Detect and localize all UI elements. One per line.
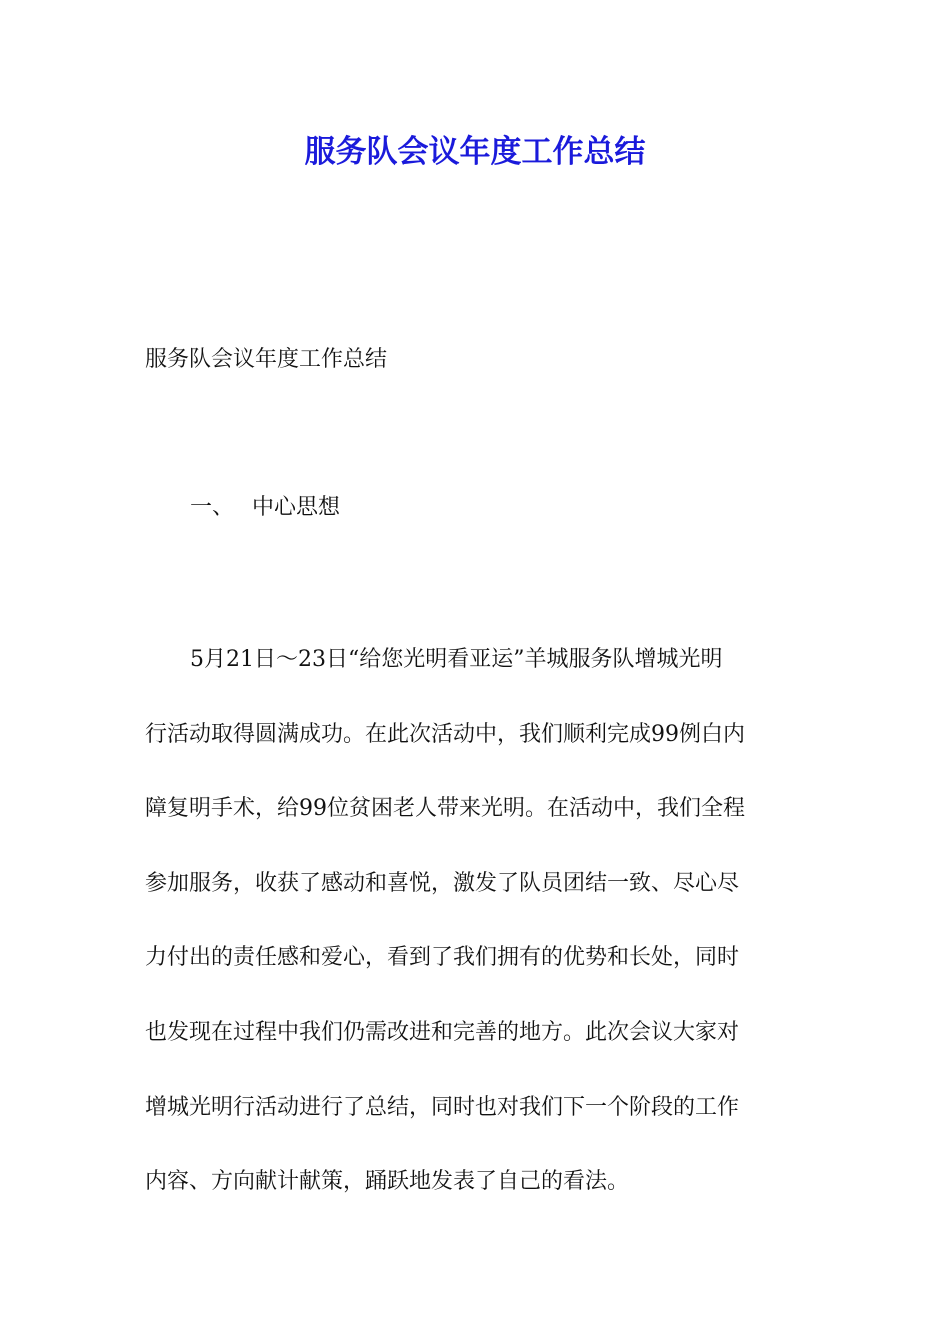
paragraph-line: 5月21日～23日“给您光明看亚运”羊城服务队增城光明	[190, 647, 723, 672]
paragraph-line: 行活动取得圆满成功。在此次活动中，我们顺利完成99例白内	[145, 721, 745, 747]
paragraph-line: 障复明手术，给99位贫困老人带来光明。在活动中，我们全程	[145, 796, 745, 822]
section-number: 一、	[190, 495, 235, 520]
paragraph-line: 增城光明行活动进行了总结，同时也对我们下一个阶段的工作	[145, 1094, 740, 1120]
paragraph-line: 参加服务，收获了感动和喜悦，激发了队员团结一致、尽心尽	[145, 870, 740, 896]
body-paragraph	[145, 640, 810, 1237]
section-heading	[190, 488, 340, 528]
paragraph-line: 力付出的责任感和爱心，看到了我们拥有的优势和长处，同时	[145, 945, 740, 971]
document-subtitle: 服务队会议年度工作总结	[145, 347, 388, 372]
paragraph-line: 内容、方向献计献策，踊跃地发表了自己的看法。	[145, 1169, 630, 1195]
document-title: 服务队会议年度工作总结	[304, 134, 646, 170]
section-heading-text: 中心思想	[252, 495, 341, 520]
paragraph-line: 也发现在过程中我们仍需改进和完善的地方。此次会议大家对	[145, 1019, 740, 1045]
